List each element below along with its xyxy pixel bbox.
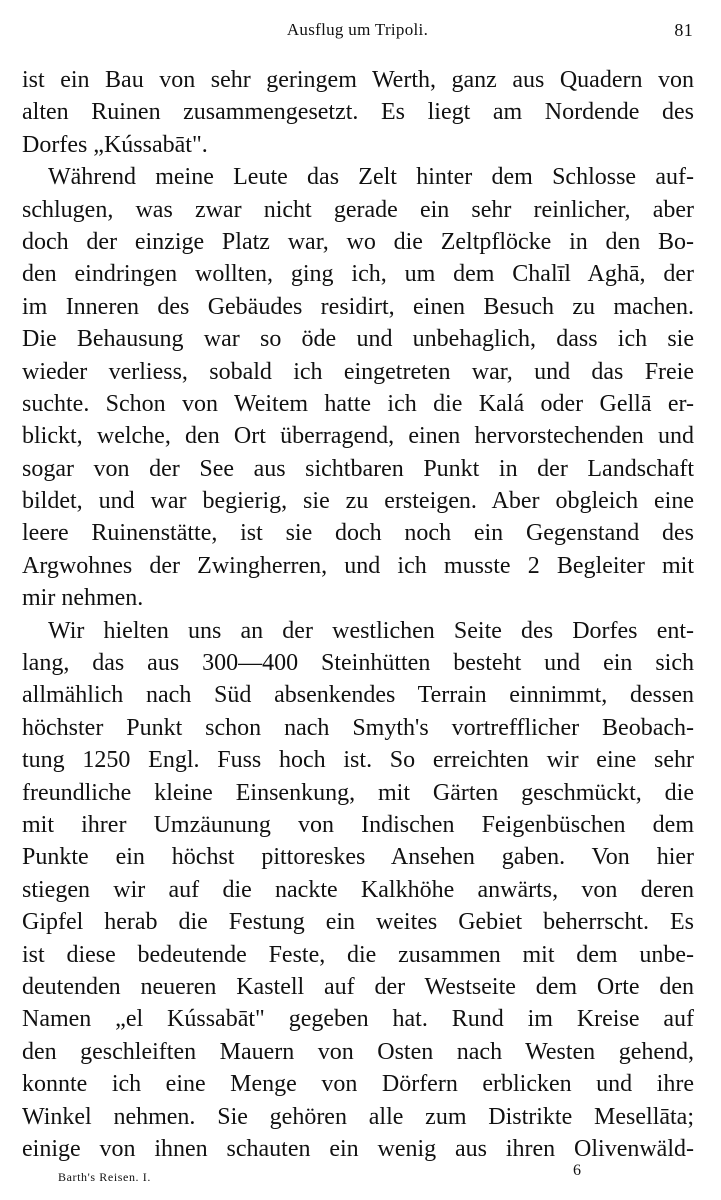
text-line: einige von ihnen schauten ein wenig aus ihren Olivenwäld- [22, 1135, 694, 1162]
text-line: Dorfes „Kússabāt". [22, 131, 208, 158]
text-line: Die Behausung war so öde und unbehaglich, dass ich sie [22, 326, 694, 353]
sheet-mark: 6 [573, 1162, 581, 1179]
page-footer [58, 1162, 581, 1192]
text-line: sogar von der See aus sichtbaren Punkt in der Landschaft [22, 455, 694, 482]
text-line: den eindringen wollten, ging ich, um dem Chalīl Aghā, der [22, 261, 694, 288]
text-line: bildet, und war begierig, sie zu ersteigen. Aber obgleich eine [22, 488, 694, 515]
text-line: mit ihrer Umzäunung von Indischen Feigenbüschen dem [22, 811, 694, 838]
page-number: 81 [674, 20, 693, 40]
text-line: alten Ruinen zusammengesetzt. Es liegt am Nordende des [22, 99, 694, 126]
text-line: deutenden neueren Kastell auf der Westseite dem Orte den [22, 973, 694, 1000]
text-line: blickt, welche, den Ort überragend, einen hervorstechenden und [22, 423, 694, 450]
text-line: Während meine Leute das Zelt hinter dem Schlosse auf- [48, 164, 694, 191]
text-line: leere Ruinenstätte, ist sie doch noch ein Gegenstand des [22, 520, 694, 547]
running-head [22, 20, 693, 44]
text-line: den geschleiften Mauern von Osten nach Westen gehend, [22, 1038, 694, 1065]
body-text [22, 64, 694, 1165]
text-line: ist diese bedeutende Feste, die zusammen mit dem unbe- [22, 941, 694, 968]
text-line: suchte. Schon von Weitem hatte ich die Kalá oder Gellā er- [22, 390, 694, 417]
text-line: doch der einzige Platz war, wo die Zeltpflöcke in den Bo- [22, 228, 694, 255]
running-title: Ausflug um Tripoli. [286, 20, 429, 39]
text-line: Wir hielten uns an der westlichen Seite des Dorfes ent- [48, 617, 694, 644]
text-line: ist ein Bau von sehr geringem Werth, ganz aus Quadern von [22, 67, 694, 93]
text-line: tung 1250 Engl. Fuss hoch ist. So erreichten wir eine sehr [22, 747, 694, 774]
text-line: Winkel nehmen. Sie gehören alle zum Distrikte Mesellāta; [22, 1103, 694, 1130]
text-line: höchster Punkt schon nach Smyth's vortrefflicher Beobach- [22, 714, 694, 741]
text-line: lang, das aus 300—400 Steinhütten besteht und ein sich [22, 650, 694, 677]
text-line: freundliche kleine Einsenkung, mit Gärten geschmückt, die [22, 779, 694, 806]
text-line: schlugen, was zwar nicht gerade ein sehr reinlicher, aber [22, 196, 694, 223]
text-line: Argwohnes der Zwingherren, und ich musste 2 Begleiter mit [22, 552, 694, 579]
text-line: Gipfel herab die Festung ein weites Gebiet beherrscht. Es [22, 909, 694, 936]
text-line: mir nehmen. [22, 585, 144, 612]
text-line: allmählich nach Süd absenkendes Terrain einnimmt, dessen [22, 682, 694, 709]
printer-signature: Barth's Reisen. I. [58, 1170, 151, 1184]
text-line: konnte ich eine Menge von Dörfern erblicken und ihre [22, 1071, 694, 1098]
text-line: stiegen wir auf die nackte Kalkhöhe anwärts, von deren [22, 876, 694, 903]
text-line: wieder verliess, sobald ich eingetreten war, und das Freie [22, 358, 694, 385]
text-line: Namen „el Kússabāt" gegeben hat. Rund im Kreise auf [22, 1006, 694, 1033]
text-line: im Inneren des Gebäudes residirt, einen Besuch zu machen. [22, 293, 694, 320]
text-line: Punkte ein höchst pittoreskes Ansehen gaben. Von hier [22, 844, 694, 871]
